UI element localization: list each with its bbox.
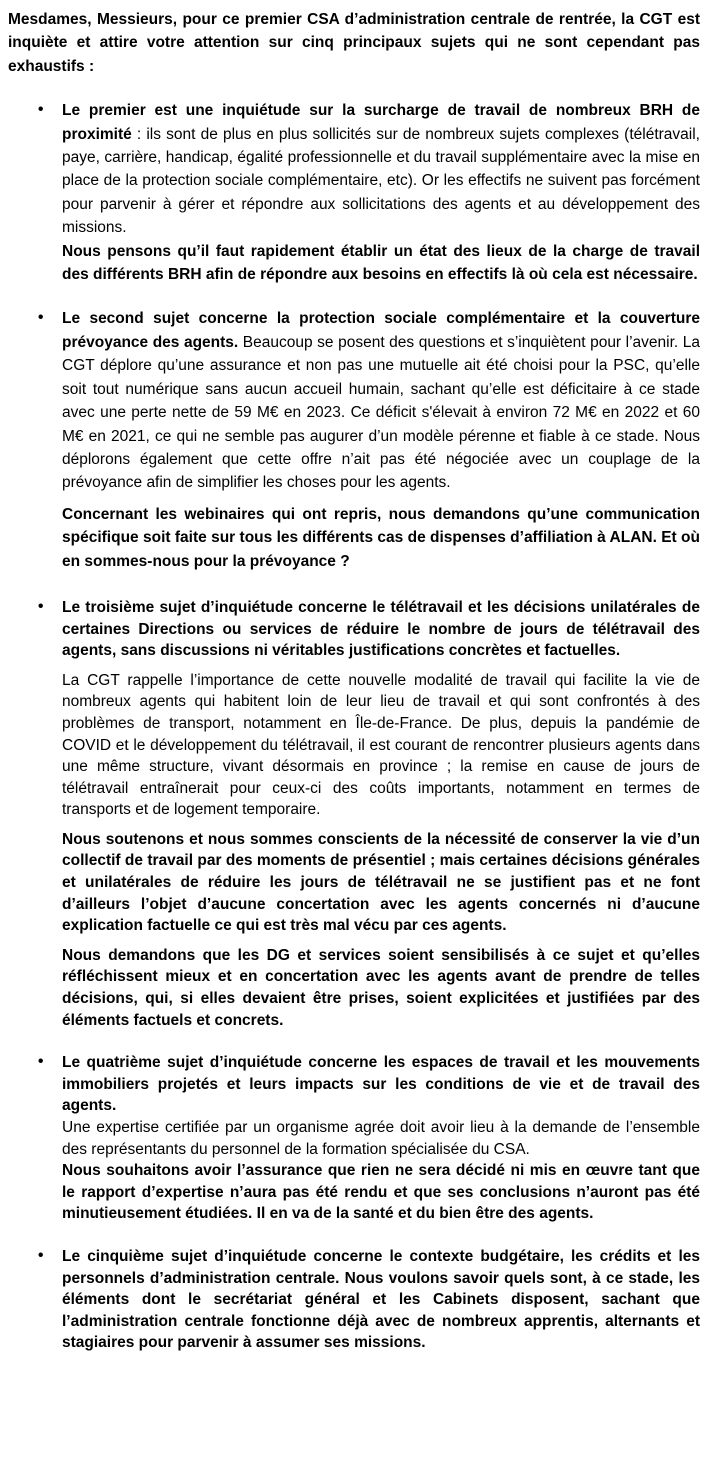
text-run-bold: Concernant les webinaires qui ont repris, nous demandons qu’une communication spécifique soit faite sur tous les différents cas de dispenses d’affiliation à ALAN. Et où en sommes-nous pour la prévoyance ? bbox=[62, 505, 700, 570]
text-run-bold: Le premier est une inquiétude sur la surcharge de travail de nombreux BRH de proximité bbox=[62, 102, 700, 143]
bullet-1-paragraph-2 bbox=[62, 240, 700, 287]
bullet-4-paragraph-1 bbox=[62, 1052, 700, 1117]
bullet-icon: • bbox=[38, 101, 44, 119]
bullet-item-5 bbox=[8, 1246, 700, 1354]
bullet-3-paragraph-2 bbox=[62, 670, 700, 821]
text-run-bold: Nous soutenons et nous sommes conscients de la nécessité de conserver la vie d’un collectif de travail par des moments de présentiel ; mais certaines décisions générales et unilatérales de réduire les jours de télétravail ne se justifient pas et ne font d’ailleurs l’objet d’aucune concertation avec les agents concernés ni d’aucune explication factuelle ce qui est très mal vécu par ces agents. bbox=[62, 830, 700, 935]
bullet-item-2 bbox=[8, 307, 700, 572]
bullet-3-paragraph-4 bbox=[62, 945, 700, 1031]
bullet-icon: • bbox=[38, 597, 44, 615]
bullet-item-1 bbox=[8, 99, 700, 286]
bullet-1-paragraph-1 bbox=[62, 99, 700, 239]
bullet-item-4 bbox=[8, 1052, 700, 1225]
bullet-icon: • bbox=[38, 1053, 44, 1071]
text-run-bold: Nous pensons qu’il faut rapidement établir un état des lieux de la charge de travail des différents BRH afin de répondre aux besoins en effectifs là où cela est nécessaire. bbox=[62, 242, 700, 284]
bullet-3-paragraph-3 bbox=[62, 829, 700, 937]
text-run-bold: Le troisième sujet d’inquiétude concerne le télétravail et les décisions unilatérales de certaines Directions ou services de réduire le nombre de jours de télétravail des agents, sans discussions ni véritables justifications concrètes et factuelles. bbox=[62, 598, 700, 660]
bullet-4-paragraph-3 bbox=[62, 1160, 700, 1225]
text-run-bold: Nous souhaitons avoir l’assurance que rien ne sera décidé ni mis en œuvre tant que le rapport d’expertise n’aura pas été rendu et que ses conclusions n’auront pas été minutieusement étudiées. Il en va de la santé et du bien être des agents. bbox=[62, 1162, 700, 1223]
bullet-item-3 bbox=[8, 597, 700, 1031]
text-run-regular: Beaucoup se posent des questions et s’inquiètent pour l’avenir. La CGT déplore qu’une assurance et non pas une mutuelle ait été choisi pour la PSC, qu’elle soit tout numérique sans aucun accueil humain, sachant qu’elle est déficitaire à ce stade avec une perte nette de 59 M€ en 2023. Ce déficit s'élevait à environ 72 M€ en 2022 et 60 M€ en 2021, ce qui ne semble pas augurer d’un modèle pérenne et fiable à ce stade. Nous déplorons également que cette offre n’ait pas été négociée avec un couplage de la prévoyance afin de simplifier les choses pour les agents. bbox=[62, 333, 700, 492]
text-run-bold: Le cinquième sujet d’inquiétude concerne le contexte budgétaire, les crédits et les personnels d’administration centrale. Nous voulons savoir quels sont, à ce stade, les éléments dont le secrétariat général et les Cabinets disposent, sachant que l’administration centrale fonctionne déjà avec de nombreux apprentis, alternants et stagiaires pour parvenir à assumer ses missions. bbox=[62, 1247, 700, 1352]
bullet-2-paragraph-2 bbox=[62, 503, 700, 573]
text-run-bold: Le quatrième sujet d’inquiétude concerne les espaces de travail et les mouvements immobiliers projetés et leurs impacts sur les conditions de vie et de travail des agents. bbox=[62, 1054, 700, 1115]
bullet-5-paragraph-1 bbox=[62, 1246, 700, 1354]
bullet-icon: • bbox=[38, 309, 44, 327]
text-run-regular: : ils sont de plus en plus sollicités sur de nombreux sujets complexes (télétravail, paye, carrière, handicap, égalité professionnelle et du travail supplémentaire avec la mise en place de la protection sociale complémentaire, etc). Or les effectifs ne suivent pas forcément pour parvenir à gérer et répondre aux sollicitations des agents et au développement des missions. bbox=[62, 125, 700, 237]
bullet-2-paragraph-1 bbox=[62, 307, 700, 494]
text-run-regular: Une expertise certifiée par un organisme agrée doit avoir lieu à la demande de l’ensemble des représentants du personnel de la formation spécialisée du CSA. bbox=[62, 1119, 700, 1158]
intro-paragraph: Mesdames, Messieurs, pour ce premier CSA d’administration centrale de rentrée, la CGT est inquiète et attire votre attention sur cinq principaux sujets qui ne sont cependant pas exhaustifs : bbox=[8, 11, 700, 75]
bullet-icon: • bbox=[38, 1246, 44, 1264]
bullet-3-paragraph-1 bbox=[62, 597, 700, 662]
text-run-bold: Nous demandons que les DG et services soient sensibilisés à ce sujet et qu’elles réfléchissent mieux et en concertation avec les agents avant de prendre de telles décisions, qui, si elles devaient être prises, soient explicitées et justifiées par des éléments factuels et concrets. bbox=[62, 946, 700, 1029]
bullet-4-paragraph-2 bbox=[62, 1117, 700, 1160]
bullet-list bbox=[8, 99, 700, 1354]
text-run-bold: Le second sujet concerne la protection sociale complémentaire et la couverture prévoyance des agents. bbox=[62, 310, 700, 351]
text-run-regular: La CGT rappelle l’importance de cette nouvelle modalité de travail qui facilite la vie de nombreux agents qui habitent loin de leur lieu de travail et qui sont confrontés à des problèmes de transport, notamment en Île-de-France. De plus, depuis la pandémie de COVID et le développement du télétravail, il est courant de rencontrer plusieurs agents dans une même structure, vivant désormais en province ; la remise en cause de jours de télétravail entraînerait pour ceux-ci des coûts importants, notamment en termes de transports et de logement temporaire. bbox=[62, 671, 700, 819]
